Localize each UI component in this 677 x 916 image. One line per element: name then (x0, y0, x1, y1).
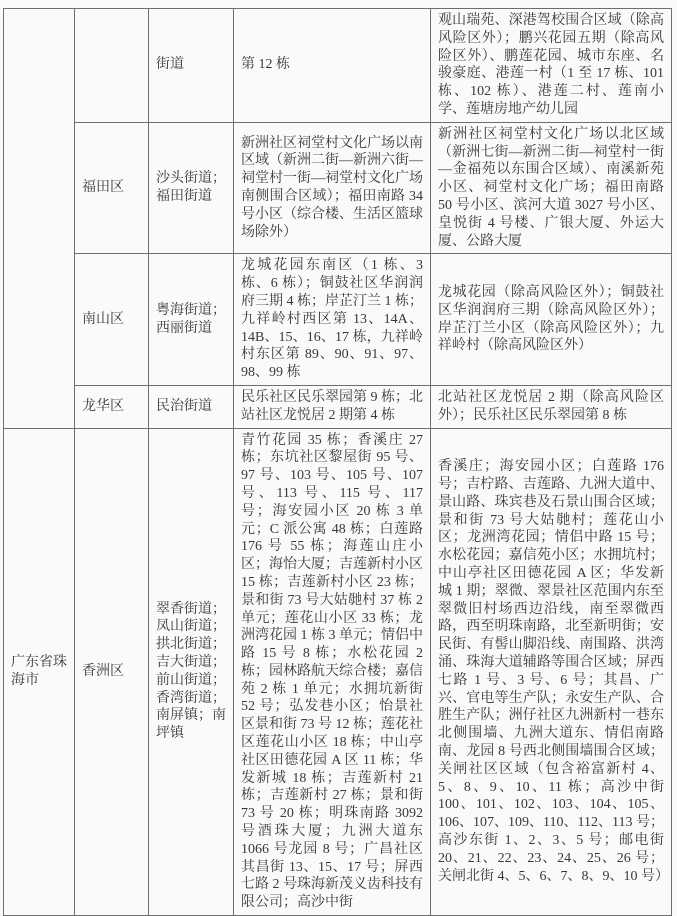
cell-district: 龙华区 (75, 385, 149, 428)
cell-low-risk-areas: 龙城花园（除高风险区外）；铜鼓社区华润润府三期（除高风险区外）；岸芷汀兰小区（除高风险区外）；九祥岭村（除高风险区外） (431, 254, 672, 386)
cell-street: 街道 (149, 9, 234, 123)
cell-province-continued (4, 9, 75, 429)
risk-area-table (3, 8, 672, 916)
table-row (4, 385, 672, 428)
cell-mid-risk-areas: 第 12 栋 (234, 9, 431, 123)
cell-low-risk-areas: 北站社区龙悦居 2 期（除高风险区外）；民乐社区民乐翠园第 8 栋 (431, 385, 672, 428)
table-row (4, 9, 672, 123)
cell-low-risk-areas: 观山瑞苑、深港驾校围合区域（除高风险区外）；鹏兴花园五期（除高风险区外）、鹏莲花园、城市东座、名骏豪庭、港莲一村（1 至 17 栋、101 栋、102 栋）、港莲二村、莲南小学、莲塘房地产幼儿园 (431, 9, 672, 123)
table-row (4, 428, 672, 916)
cell-mid-risk-areas: 青竹花园 35 栋；香溪庄 27 栋；东坑社区黎屋街 95 号、97 号、103 号、105 号、107 号、113 号、115 号、117 号；海安园小区 20 栋 3 单元；C 派公寓 48 栋；白莲路 176 号 55 栋；海莲山庄小区；海怡大厦；吉莲新村小区 15 栋；吉莲新村小区 23 栋；景和街 73 号大姑毑村 37 栋 2 单元；莲花山小区 33 栋；龙洲湾花园 1 栋 3 单元；情侣中路 15 号 8 栋；水松花园 2 栋；园林路航天综合楼；嘉信苑 2 栋 1 单元；水拥坑新街 52 号；弘发巷小区；怡景社区景和街 73 号 12 栋；莲花社区莲花山小区 18 栋；中山亭社区田德花园 A 区 11 栋；华发新城 18 栋；吉莲新村 21 栋；吉莲新村 27 栋；景和街 73 号 20 栋；明珠南路 3092 号酒珠大厦；九洲大道东 1066 号龙园 8 号；广昌社区其昌街 13、15、17 号；屏西七路 2 号珠海新茂义齿科技有限公司；高沙中街 (234, 428, 431, 916)
cell-street: 翠香街道；凤山街道；拱北街道；吉大街道；前山街道；香湾街道；南屏镇；南坪镇 (149, 428, 234, 916)
cell-mid-risk-areas: 新洲社区祠堂村文化广场以南区域（新洲二街—新洲六街—祠堂村一街—祠堂村文化广场南侧围合区域）；福田南路 34 号小区（综合楼、生活区篮球场除外） (234, 122, 431, 254)
table-row (4, 254, 672, 386)
cell-street: 沙头街道；福田街道 (149, 122, 234, 254)
cell-street: 粤海街道；西丽街道 (149, 254, 234, 386)
cell-mid-risk-areas: 民乐社区民乐翠园第 9 栋；北站社区龙悦居 2 期第 4 栋 (234, 385, 431, 428)
cell-province: 广东省珠海市 (4, 428, 75, 916)
cell-low-risk-areas: 新洲社区祠堂村文化广场以北区域（新洲七街—新洲二街—祠堂村一街—金福苑以东围合区域）、南溪新苑小区、祠堂村文化广场；福田南路 50 号小区、滨河大道 3027 号小区、皇悦街 4 号楼、广银大厦、外运大厦、公路大厦 (431, 122, 672, 254)
cell-mid-risk-areas: 龙城花园东南区（1 栋、3 栋、6 栋）；铜鼓社区华润润府三期 4 栋；岸芷汀兰 1 栋；九祥岭村西区第 13、14A、14B、15、16、17 栋，九祥岭村东区第 89、90、91、97、98、99 栋 (234, 254, 431, 386)
cell-low-risk-areas: 香溪庄；海安园小区；白莲路 176 号；吉柠路、吉莲路、九洲大道中、景山路、珠宾巷及石景山围合区域；景和街 73 号大姑毑村；莲花山小区；龙洲湾花园；情侣中路 15 号；水松花园；嘉信苑小区；水拥坑村；中山亭社区田德花园 A 区；华发新城 1 期；翠微、翠景社区范围内东至翠微旧村场西边沿线，南至翠微西路，西至明珠南路，北至新明街；安民街、有髻山脚沿线、南围路、洪湾涌、珠海大道辅路等围合区域；屏西七路 1 号、3 号、6 号；其昌、广兴、官电等生产队；永安生产队、合胜生产队；洲仔社区九洲新村一巷东北侧围墙、九洲大道东、情侣南路南、龙园 8 号西北侧围墙围合区域；关闸社区区域（包含裕富新村 4、5、8、9、10、11 栋；高沙中街 100、101、102、103、104、105、106、107、109、110、112、113 号；高沙东街 1、2、3、5 号；邮电街 20、21、22、23、24、25、26 号；关闸北街 4、5、6、7、8、9、10 号） (431, 428, 672, 916)
cell-street: 民治街道 (149, 385, 234, 428)
cell-district (75, 9, 149, 123)
cell-district: 福田区 (75, 122, 149, 254)
table-row (4, 122, 672, 254)
cell-district: 香洲区 (75, 428, 149, 916)
cell-district: 南山区 (75, 254, 149, 386)
